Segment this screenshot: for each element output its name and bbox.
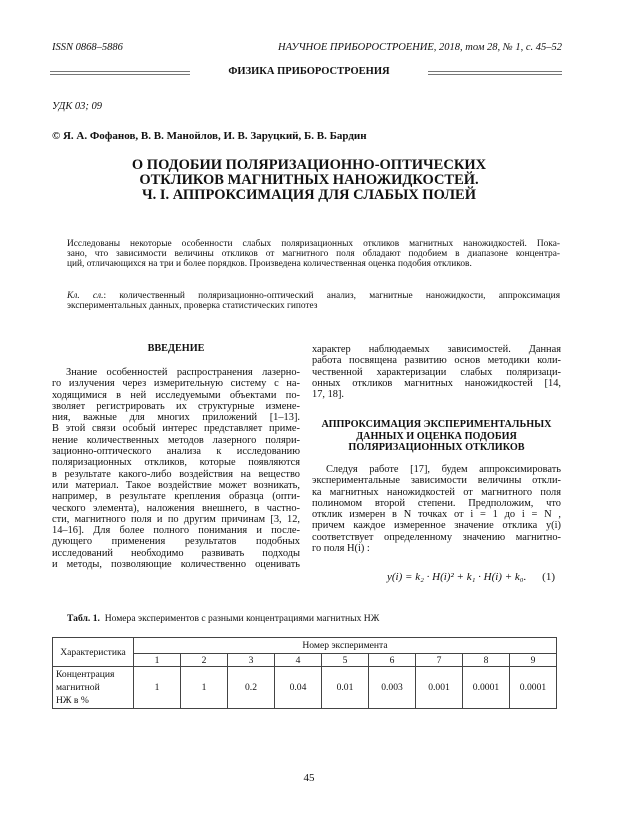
equation-number: (1) — [542, 571, 555, 583]
text-line: отклик измерен в N точках от i = 1 до i = N , — [312, 509, 561, 521]
text-line: в результате какого-либо воздействия на вещество — [52, 468, 300, 480]
text-line: В этой связи особый интерес представляет приме- — [52, 423, 300, 435]
row-label-line: НЖ в % — [56, 695, 89, 706]
experiment-number: 7 — [416, 654, 463, 667]
text-line: зволяет регистрировать их структурные измене- — [52, 400, 300, 412]
heading-line: АППРОКСИМАЦИЯ ЭКСПЕРИМЕНТАЛЬНЫХ — [321, 419, 552, 430]
title-line: О ПОДОБИИ ПОЛЯРИЗАЦИОННО-ОПТИЧЕСКИХ — [131, 157, 487, 173]
row-label-line: магнитной — [56, 682, 100, 693]
section-heading: ФИЗИКА ПРИБОРОСТРОЕНИЯ — [228, 66, 390, 77]
concentration-value: 0.01 — [322, 667, 369, 709]
text-line: исследований необходимо развивать подходы — [52, 547, 300, 559]
row-label-line: Концентрация — [56, 669, 115, 680]
experiment-number: 1 — [134, 654, 181, 667]
text-line: чественной характеризации слабых поляризаци- — [312, 366, 561, 378]
text-line: Знание особенностей распространения лазерно- — [66, 367, 300, 378]
table-row-label — [53, 667, 134, 709]
experiment-number: 5 — [322, 654, 369, 667]
keywords-text: экспериментальных данных, проверка статистических гипотез — [67, 301, 318, 312]
text-line: например, в результате крепления образца (опти- — [52, 491, 300, 503]
concentration-value: 1 — [181, 667, 228, 709]
text-line: и методы, позволяющие количественно оценивать — [52, 559, 300, 571]
article-title — [0, 158, 618, 204]
text-line: экспериментальные зависимости величины откли- — [312, 475, 561, 487]
authors: © Я. А. Фофанов, В. В. Манойлов, И. В. Заруцкий, Б. В. Бардин — [52, 130, 367, 142]
keywords — [67, 291, 560, 311]
concentration-value: 0.001 — [416, 667, 463, 709]
text-line: Исследованы некоторые особенности слабых поляризационных откликов магнитных наножидкостей. Пока- — [67, 239, 560, 249]
table-caption-label: Табл. 1. — [67, 613, 100, 624]
text-line: ка магнитных наножидкостей от магнитного поля — [312, 486, 561, 498]
experiment-number: 2 — [181, 654, 228, 667]
concentration-value: 0.0001 — [463, 667, 510, 709]
table-caption — [67, 613, 379, 624]
text-line: полиномом второй степени. Предположим, что — [312, 497, 561, 509]
experiments-table — [52, 637, 557, 709]
experiment-number: 9 — [510, 654, 557, 667]
text-line: 17, 18]. — [312, 389, 345, 401]
title-line: ОТКЛИКОВ МАГНИТНЫХ НАНОЖИДКОСТЕЙ. — [139, 172, 479, 189]
text-line: ческого элемента), наложения внешнего, в частно- — [52, 502, 300, 514]
experiment-number: 8 — [463, 654, 510, 667]
intro-heading: ВВЕДЕНИЕ — [147, 343, 205, 354]
table-col-header: Характеристика — [53, 638, 134, 667]
text-line: Следуя работе [17], будем аппроксимировать — [326, 464, 561, 475]
table-row — [53, 667, 557, 709]
text-line: дующего применения результатов подобных — [52, 536, 300, 548]
text-line: го излучения через измерительную систему с на- — [52, 378, 300, 390]
text-line: нение количественных методов лазерного поляри- — [52, 434, 300, 446]
text-line: зационно-оптического анализа к исследованию — [52, 446, 300, 458]
concentration-value: 1 — [134, 667, 181, 709]
text-line: ходящимися в ней исследуемыми объектами по- — [52, 389, 300, 401]
text-line: го поля H(i) : — [312, 543, 370, 555]
concentration-value: 0.003 — [369, 667, 416, 709]
section2-heading — [312, 419, 561, 454]
text-line: ния, важные для многих приложений [1–13]. — [52, 412, 300, 424]
page-number: 45 — [303, 772, 315, 784]
experiment-number: 4 — [275, 654, 322, 667]
text-line: причем каждое измеренное значение отклика y(i) — [312, 520, 561, 532]
text-line: характер наблюдаемых зависимостей. Данная — [312, 344, 561, 355]
concentration-value: 0.0001 — [510, 667, 557, 709]
text-line: 14–16]. Для более полного понимания и после- — [52, 525, 300, 537]
intro-text — [52, 367, 300, 570]
text-line: поляризационных откликов, которые появляются — [52, 457, 300, 469]
concentration-value: 0.04 — [275, 667, 322, 709]
concentration-value: 0.2 — [228, 667, 275, 709]
text-line: ций, отличающихся на три и более порядков. Произведена количественная оценка подобия откликов. — [67, 259, 472, 270]
journal-citation: НАУЧНОЕ ПРИБОРОСТРОЕНИЕ, 2018, том 28, № 1, с. 45–52 — [278, 42, 562, 53]
intro-text-continued — [312, 344, 561, 400]
heading-line: ДАННЫХ И ОЦЕНКА ПОДОБИЯ — [356, 430, 517, 442]
keywords-label: Кл. сл. — [67, 291, 104, 301]
title-line: Ч. I. АППРОКСИМАЦИЯ ДЛЯ СЛАБЫХ ПОЛЕЙ — [142, 187, 476, 204]
equation-formula: y(i) = k₂ · H(i)² + k₁ · H(i) + k₀. — [387, 571, 527, 583]
text-line: или материал. Такое воздействие может возникать, — [52, 479, 300, 491]
keywords-text: : количественный поляризационно-оптический анализ, магнитные наножидкости, аппроксимация — [103, 291, 561, 301]
text-line: сти, магнитного поля и по другим причинам [3, 12, — [52, 513, 300, 525]
issn: ISSN 0868–5886 — [52, 42, 123, 53]
abstract — [67, 239, 560, 270]
experiment-number: 6 — [369, 654, 416, 667]
text-line: зано, что зависимости величины откликов от магнитного поля обладают подобием в диапазоне концентра- — [67, 249, 560, 260]
table-caption-text: Номера экспериментов с разными концентрациями магнитных НЖ — [104, 613, 380, 624]
text-line: онных откликов магнитных наножидкостей [14, — [312, 377, 561, 389]
table-group-header: Номер эксперимента — [134, 638, 557, 654]
text-line: соответствует определенному значению магнитно- — [312, 531, 561, 543]
section2-text — [312, 464, 561, 554]
heading-line: ПОЛЯРИЗАЦИОННЫХ ОТКЛИКОВ — [348, 442, 525, 453]
udk: УДК 03; 09 — [52, 101, 103, 112]
text-line: работа посвящена развитию основ методики коли- — [312, 355, 561, 367]
experiment-number: 3 — [228, 654, 275, 667]
